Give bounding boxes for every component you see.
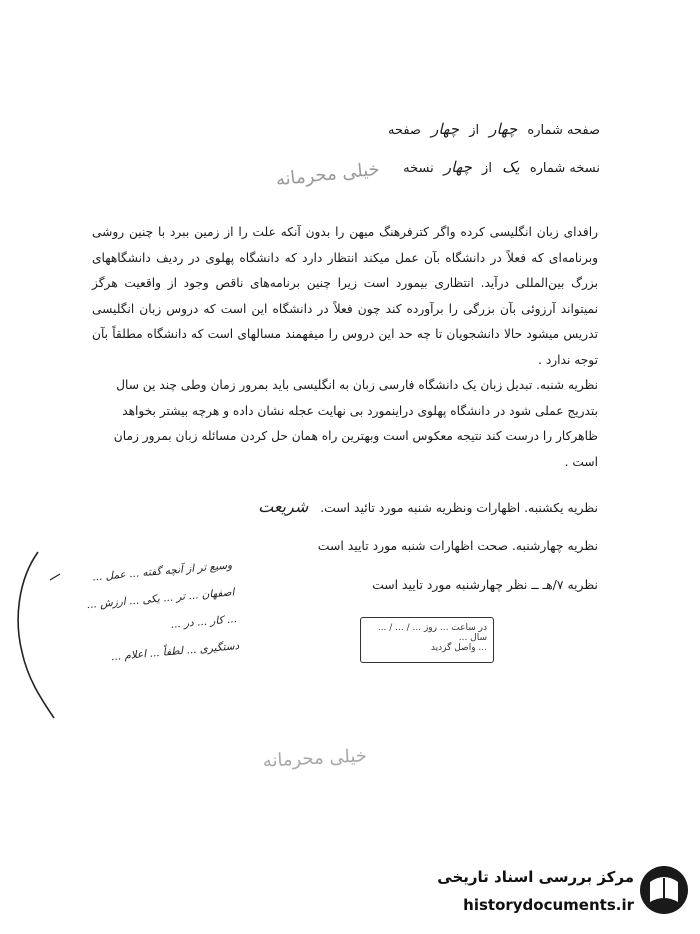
paragraph-saturday: نظریه شنبه. تبدیل زبان یک دانشگاه فارسی زبان به انگلیسی باید بمرور زمان وطی چند ین سال بتدریج عملی شود در دانشگاه پهلوی دراینمورد بی نهایت عجله نشان داده و هرچه بیشتر بخواهد ظاهرکار را درست کند نتیجه معکوس است وبهترین راه همان حل کردن مسائله زبان بمرور زمان است . [113, 378, 598, 469]
page-number-line [388, 120, 600, 138]
copy-number-handwritten: یک [502, 158, 520, 176]
sunday-opinion-text: نظریه یکشنبه. اظهارات ونظریه شنبه مورد تائید است. [320, 500, 598, 515]
paragraph-main: رافدای زبان انگلیسی کرده واگر کترفرهنگ میهن را بدون آنکه علت را از زمین ببرد با چنین روشی وبرنامه‌ای که فعلاً در دانشگاه بآن عمل میکند انتظار دارد که دانشگاه پهلوی در ردیف دانشگاههای بزرگ بین‌المللی درآید. انتظاری بیمورد است زیرا چنین برنامه‌های ناقص وجود از واقعیت هرگز نمیتواند آرزوئی بآن بزرگی را برآورده کند چون فعلاً در دانشگاه این است که دروس زبان انگلیسی تدریس میشود حالا دانشجویان تا چه حد این دروس را میفهمند مسالهای است که دانشگاه مطلقاً بآن توجه ندارد . [92, 225, 598, 367]
seventh-opinion [372, 577, 598, 592]
page-of-label: از [469, 123, 480, 138]
top-confidential-stamp [237, 151, 420, 204]
top-stamp-text: خیلی محرمانه [274, 158, 381, 191]
handwritten-margin-note [10, 540, 240, 720]
copy-total-handwritten: چهار [443, 158, 472, 176]
copy-of-label: از [482, 161, 492, 176]
watermark [404, 858, 694, 926]
bottom-confidential-stamp [254, 739, 376, 785]
receipt-box-stamp [360, 617, 494, 663]
copy-label: نسخه شماره [529, 161, 600, 176]
copy-number-line [403, 158, 600, 176]
watermark-name: مرکز بررسی اسناد تاریخی [437, 868, 634, 886]
sunday-signature: شریعت [258, 497, 309, 516]
wednesday-opinion-text: نظریه چهارشنبه. صحت اظهارات شنبه مورد تایید است [317, 538, 598, 553]
seventh-opinion-text: نظریه ۷/هـ ــ نظر چهارشنبه مورد تایید است [372, 577, 598, 592]
page-number-handwritten: چهار [489, 120, 518, 138]
body-text [92, 220, 598, 475]
page-suffix-label: صفحه [387, 123, 421, 138]
margin-note-line: ... کار ... در ... [170, 613, 238, 631]
archive-logo-icon [638, 862, 690, 918]
margin-note-line: اصفهان ... تر ... یکی ... ارزش ... [86, 586, 235, 612]
receipt-stamp-line2: ... واصل گردید [430, 643, 487, 653]
page-total-handwritten: چهار [431, 120, 460, 138]
copy-suffix-label: نسخه [403, 161, 434, 176]
sunday-opinion [258, 497, 598, 516]
margin-note-line: وسیع تر از آنچه گفته ... عمل ... [91, 559, 233, 584]
watermark-url: historydocuments.ir [463, 896, 634, 914]
margin-note-line: دستگیری ... لطفاً ... اعلام ... [110, 640, 240, 664]
page-label: صفحه شماره [527, 123, 600, 138]
wednesday-opinion [318, 538, 598, 553]
bottom-stamp-text: خیلی محرمانه [262, 745, 368, 772]
receipt-stamp-line1: در ساعت ... روز ... / ... / ... سال ... [377, 623, 487, 643]
